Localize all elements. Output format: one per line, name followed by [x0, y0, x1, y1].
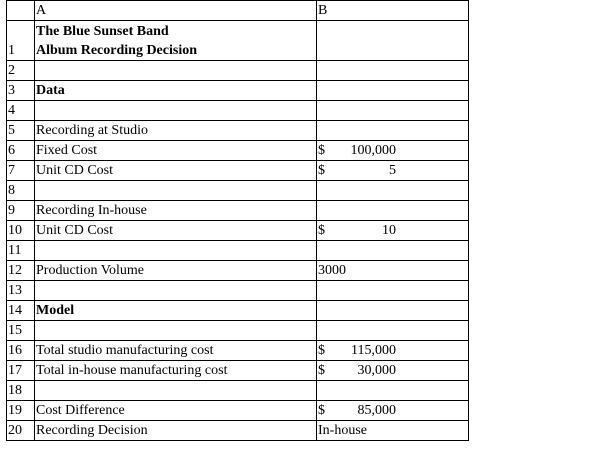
row-header[interactable]: 10	[7, 221, 35, 241]
table-row	[7, 421, 469, 441]
row-header[interactable]: 19	[7, 401, 35, 421]
row-header[interactable]: 13	[7, 281, 35, 301]
cell-b4[interactable]	[317, 101, 469, 121]
spreadsheet-grid	[6, 0, 469, 441]
currency-symbol: $	[318, 143, 325, 158]
cell-a15[interactable]	[35, 321, 317, 341]
cell-a12[interactable]: Production Volume	[35, 261, 317, 281]
cell-b12[interactable]: 3000	[317, 261, 469, 281]
cell-b16[interactable]	[317, 341, 469, 361]
cell-a9[interactable]: Recording In-house	[35, 201, 317, 221]
table-row	[7, 321, 469, 341]
corner-cell[interactable]	[7, 1, 35, 21]
cell-b18[interactable]	[317, 381, 469, 401]
currency-symbol: $	[318, 403, 325, 418]
cell-a5[interactable]: Recording at Studio	[35, 121, 317, 141]
cell-b8[interactable]	[317, 181, 469, 201]
row-header[interactable]: 18	[7, 381, 35, 401]
currency-amount: 30,000	[357, 363, 396, 378]
cell-b6[interactable]	[317, 141, 469, 161]
table-row	[7, 341, 469, 361]
currency-amount: 100,000	[350, 143, 396, 158]
table-row	[7, 301, 469, 321]
cell-b9[interactable]	[317, 201, 469, 221]
table-row	[7, 401, 469, 421]
table-row	[7, 141, 469, 161]
cell-b15[interactable]	[317, 321, 469, 341]
sheet-subtitle: Album Recording Decision	[36, 43, 197, 58]
cell-b17[interactable]	[317, 361, 469, 381]
table-row	[7, 101, 469, 121]
row-header[interactable]: 14	[7, 301, 35, 321]
cell-b10[interactable]	[317, 221, 469, 241]
row-header[interactable]: 15	[7, 321, 35, 341]
currency-symbol: $	[318, 223, 325, 238]
cell-b13[interactable]	[317, 281, 469, 301]
cell-b5[interactable]	[317, 121, 469, 141]
currency-value	[318, 402, 396, 420]
cell-a4[interactable]	[35, 101, 317, 121]
table-row	[7, 181, 469, 201]
cell-a3[interactable]: Data	[35, 81, 317, 101]
row-header[interactable]: 2	[7, 61, 35, 81]
currency-value	[318, 162, 396, 180]
row-header[interactable]: 11	[7, 241, 35, 261]
row-header[interactable]: 12	[7, 261, 35, 281]
cell-a14[interactable]: Model	[35, 301, 317, 321]
row-header[interactable]: 20	[7, 421, 35, 441]
currency-value	[318, 142, 396, 160]
table-row	[7, 221, 469, 241]
cell-b20[interactable]: In-house	[317, 421, 469, 441]
row-header[interactable]: 16	[7, 341, 35, 361]
cell-a1[interactable]	[35, 21, 317, 61]
row-header[interactable]: 1	[7, 21, 35, 61]
currency-value	[318, 222, 396, 240]
currency-value	[318, 342, 396, 360]
cell-b2[interactable]	[317, 61, 469, 81]
cell-a11[interactable]	[35, 241, 317, 261]
currency-value	[318, 362, 396, 380]
table-row	[7, 61, 469, 81]
currency-amount: 115,000	[351, 343, 396, 358]
cell-b11[interactable]	[317, 241, 469, 261]
cell-b7[interactable]	[317, 161, 469, 181]
table-row	[7, 201, 469, 221]
column-header-b[interactable]: B	[317, 1, 469, 21]
table-row	[7, 241, 469, 261]
cell-a20[interactable]: Recording Decision	[35, 421, 317, 441]
table-row	[7, 121, 469, 141]
table-row	[7, 81, 469, 101]
row-header[interactable]: 8	[7, 181, 35, 201]
column-header-row	[7, 1, 469, 21]
table-row	[7, 261, 469, 281]
cell-b14[interactable]	[317, 301, 469, 321]
currency-amount: 5	[389, 163, 396, 178]
cell-a10[interactable]: Unit CD Cost	[35, 221, 317, 241]
table-row	[7, 21, 469, 61]
currency-symbol: $	[318, 163, 325, 178]
cell-b1[interactable]	[317, 21, 469, 61]
row-header[interactable]: 17	[7, 361, 35, 381]
table-row	[7, 361, 469, 381]
row-header[interactable]: 9	[7, 201, 35, 221]
cell-a16[interactable]: Total studio manufacturing cost	[35, 341, 317, 361]
currency-amount: 85,000	[357, 403, 396, 418]
currency-amount: 10	[382, 223, 396, 238]
cell-a19[interactable]: Cost Difference	[35, 401, 317, 421]
cell-a6[interactable]: Fixed Cost	[35, 141, 317, 161]
cell-b3[interactable]	[317, 81, 469, 101]
currency-symbol: $	[318, 343, 325, 358]
table-row	[7, 381, 469, 401]
row-header[interactable]: 3	[7, 81, 35, 101]
row-header[interactable]: 4	[7, 101, 35, 121]
cell-a13[interactable]	[35, 281, 317, 301]
cell-a2[interactable]	[35, 61, 317, 81]
currency-symbol: $	[318, 363, 325, 378]
row-header[interactable]: 7	[7, 161, 35, 181]
cell-a17[interactable]: Total in-house manufacturing cost	[35, 361, 317, 381]
row-header[interactable]: 5	[7, 121, 35, 141]
cell-b19[interactable]	[317, 401, 469, 421]
cell-a18[interactable]	[35, 381, 317, 401]
row-header[interactable]: 6	[7, 141, 35, 161]
cell-a7[interactable]: Unit CD Cost	[35, 161, 317, 181]
sheet-title: The Blue Sunset Band	[36, 24, 169, 39]
table-row	[7, 281, 469, 301]
column-header-a[interactable]: A	[35, 1, 317, 21]
table-row	[7, 161, 469, 181]
cell-a8[interactable]	[35, 181, 317, 201]
